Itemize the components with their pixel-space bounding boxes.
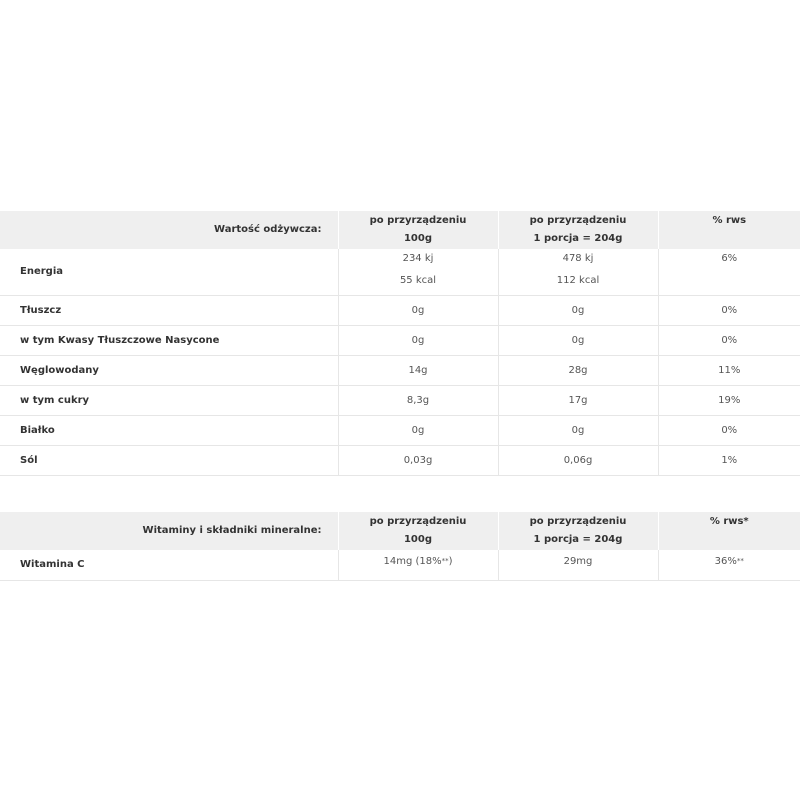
per100-value [338,550,498,580]
per100-value: 0g [338,325,498,355]
per100-kj: 234 kj [402,253,434,264]
rws-text: 36% [714,556,737,567]
per100-footnote-mark: ** [441,557,449,565]
rws-value: 0% [658,325,800,355]
nutrition-header-row [0,211,800,249]
nutrition-header-label: Wartość odżywcza: [214,224,322,235]
portion-value [498,249,658,295]
table-row [0,355,800,385]
vitamins-header-per100-line1: po przyrządzeniu [369,516,467,527]
nutrition-header-per100-line2: 100g [403,233,433,244]
nutrition-header-rws: % rws [658,211,800,249]
table-row [0,385,800,415]
portion-value: 0g [498,415,658,445]
rws-value: 11% [658,355,800,385]
row-label: w tym cukry [0,385,338,415]
portion-kj: 478 kj [562,253,594,264]
vitamins-header-portion-line2: 1 porcja = 204g [533,534,623,545]
portion-kcal: 112 kcal [556,275,600,286]
row-label: Węglowodany [0,355,338,385]
per100-value: 0,03g [338,445,498,475]
row-label: Energia [0,249,338,295]
row-label: Sól [0,445,338,475]
rws-value: 0% [658,415,800,445]
portion-value: 0,06g [498,445,658,475]
table-row [0,415,800,445]
rws-value: 19% [658,385,800,415]
vitamins-header-label: Witaminy i składniki mineralne: [142,525,322,536]
table-row [0,295,800,325]
vitamins-header-rws: % rws* [658,512,800,550]
per100-value: 8,3g [338,385,498,415]
row-label: Tłuszcz [0,295,338,325]
row-label: Witamina C [0,550,338,580]
portion-value: 29mg [498,550,658,580]
per100-text: 14mg (18% [383,556,442,567]
portion-value: 17g [498,385,658,415]
vitamins-header-portion-line1: po przyrządzeniu [529,516,627,527]
row-label: Białko [0,415,338,445]
nutrition-header-portion [498,211,658,249]
per100-value [338,249,498,295]
table-row [0,550,800,580]
per100-value: 0g [338,295,498,325]
vitamins-header-per100-line2: 100g [403,534,433,545]
nutrition-header-per100-line1: po przyrządzeniu [369,215,467,226]
vitamins-header-row [0,512,800,550]
rws-value: 6% [658,249,800,295]
rws-value [658,550,800,580]
portion-value: 0g [498,295,658,325]
vitamins-header-per100 [338,512,498,550]
portion-value: 28g [498,355,658,385]
table-row [0,249,800,295]
nutrition-header-per100 [338,211,498,249]
per100-close: ) [448,556,453,567]
rws-footnote-mark: ** [736,557,744,565]
vitamins-table [0,512,800,581]
portion-value: 0g [498,325,658,355]
nutrition-header-portion-line2: 1 porcja = 204g [533,233,623,244]
table-row [0,445,800,475]
vitamins-header-portion [498,512,658,550]
nutrition-header-portion-line1: po przyrządzeniu [529,215,627,226]
rws-value: 0% [658,295,800,325]
per100-value: 14g [338,355,498,385]
per100-kcal: 55 kcal [399,275,437,286]
row-label: w tym Kwasy Tłuszczowe Nasycone [0,325,338,355]
per100-value: 0g [338,415,498,445]
nutrition-table [0,211,800,476]
rws-value: 1% [658,445,800,475]
table-row [0,325,800,355]
